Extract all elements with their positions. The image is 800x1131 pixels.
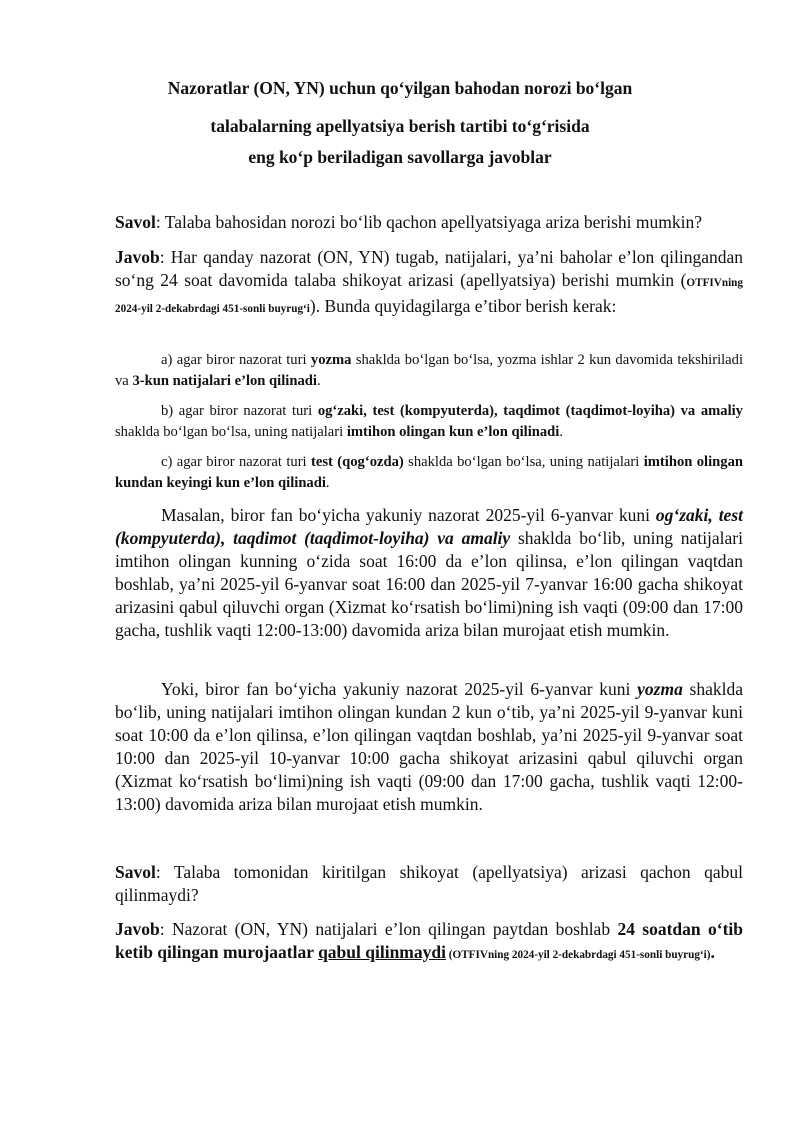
answer-1-label: Javob xyxy=(115,247,160,267)
answer-2-end: . xyxy=(710,942,715,962)
answer-2-reference: (OTFIVning 2024-yil 2-dekabrdagi 451-sonli buyrug‘i) xyxy=(445,949,711,961)
item-b-bold-2: imtihon olingan kun e’lon qilinadi xyxy=(346,424,560,440)
example-1-emphasis: og‘zaki, test (kompyuterda), taqdimot (taqdimot-loyiha) va amaliy xyxy=(115,505,743,548)
example-2-text-2: shaklda bo‘lib, uning natijalari imtihon olingan kundan 2 kun o‘tib, ya’ni 2025-yil 9-yanvar kuni soat 10:00 da e’lon qilinsa, e’lon qilingan vaqtdan boshlab, ya’ni 2025-yil 9-yanvar soat 10:00 dan 2025-yil 10-yanvar 10:00 gacha shikoyat arizasini qabul qiluvchi organ (Xizmat ko‘rsatish bo‘limi)ning ish vaqti (09:00 dan 17:00 gacha, tushlik vaqti 12:00-13:00) davomida ariza bilan murojaat etish mumkin. xyxy=(115,679,743,814)
item-a-bold-1: yozma xyxy=(310,352,352,368)
item-b-bold-1: og‘zaki, test (kompyuterda), taqdimot (taqdimot-loyiha) va amaliy xyxy=(317,403,743,419)
list-item-a xyxy=(115,350,743,392)
example-2 xyxy=(115,678,743,816)
question-1-label: Savol xyxy=(115,212,156,232)
list-item-b xyxy=(115,401,743,443)
title-line-3: eng ko‘p beriladigan savollarga javoblar xyxy=(248,147,552,167)
item-b-text-1: b) agar biror nazorat turi xyxy=(161,403,318,419)
answer-2-underlined: qabul qilinmaydi xyxy=(318,942,446,962)
item-c-bold-1: test (qog‘ozda) xyxy=(311,454,404,470)
answer-1-text-end: ). Bunda quyidagilarga e’tibor berish kerak: xyxy=(309,296,617,316)
item-c-text-1: c) agar biror nazorat turi xyxy=(161,454,311,470)
item-a-text-3: . xyxy=(316,373,321,389)
title-line-2: talabalarning apellyatsiya berish tartibi to‘g‘risida xyxy=(210,116,590,136)
question-1 xyxy=(115,211,743,234)
example-2-emphasis: yozma xyxy=(637,679,683,699)
answer-1 xyxy=(115,246,743,321)
title-line-1: Nazoratlar (ON, YN) uchun qo‘yilgan bahodan norozi bo‘lgan xyxy=(167,78,633,98)
answer-1-text: : Har qanday nazorat (ON, YN) tugab, natijalari, ya’ni baholar e’lon qilingandan so‘ng 24 soat davomida talaba shikoyat arizasi (apellyatsiya) berishi mumkin ( xyxy=(115,247,743,290)
example-2-text-1: Yoki, biror fan bo‘yicha yakuniy nazorat 2025-yil 6-yanvar kuni xyxy=(161,679,638,699)
item-a-bold-2: 3-kun natijalari e’lon qilinadi xyxy=(132,373,317,389)
answer-2-label: Javob xyxy=(115,919,160,939)
example-1-text-2: shaklda bo‘lib, uning natijalari imtihon olingan kunning o‘zida soat 16:00 da e’lon qilinsa, e’lon qilingan vaqtdan boshlab, ya’ni 2025-yil 6-yanvar soat 16:00 dan 2025-yil 7-yanvar 16:00 gacha shikoyat arizasini qabul qiluvchi organ (Xizmat ko‘rsatish bo‘limi)ning ish vaqti (09:00 dan 17:00 gacha, tushlik vaqti 12:00-13:00) davomida ariza bilan murojaat etish mumkin. xyxy=(115,528,743,640)
item-a-text-1: a) agar biror nazorat turi xyxy=(161,352,311,368)
example-1-text-1: Masalan, biror fan bo‘yicha yakuniy nazorat 2025-yil 6-yanvar kuni xyxy=(161,505,656,525)
answer-1-reference: OTFIVning 2024-yil 2-dekabrdagi 451-sonli buyrug‘i xyxy=(115,277,743,315)
example-1 xyxy=(115,504,743,642)
item-a-text-2: shaklda bo‘lgan bo‘lsa, yozma ishlar 2 kun davomida tekshiriladi va xyxy=(115,352,744,389)
item-b-text-2: shaklda bo‘lgan bo‘lsa, uning natijalari xyxy=(115,424,347,440)
item-c-text-3: . xyxy=(325,475,330,491)
question-2 xyxy=(115,861,743,907)
item-c-bold-2: imtihon olingan kundan keyingi kun e’lon qilinadi xyxy=(115,454,743,491)
question-1-text: : Talaba bahosidan norozi bo‘lib qachon apellyatsiyaga ariza berishi mumkin? xyxy=(155,212,702,232)
answer-2-bold: 24 soatdan o‘tib ketib qilingan murojaatlar xyxy=(115,919,743,962)
answer-2 xyxy=(115,918,743,967)
list-item-c xyxy=(115,452,743,494)
question-2-label: Savol xyxy=(115,862,156,882)
item-b-text-3: . xyxy=(559,424,563,440)
question-2-text: : Talaba tomonidan kiritilgan shikoyat (apellyatsiya) arizasi qachon qabul qilinmaydi? xyxy=(115,862,743,905)
item-c-text-2: shaklda bo‘lgan bo‘lsa, uning natijalari xyxy=(403,454,644,470)
answer-2-text: : Nazorat (ON, YN) natijalari e’lon qilingan paytdan boshlab xyxy=(159,919,618,939)
